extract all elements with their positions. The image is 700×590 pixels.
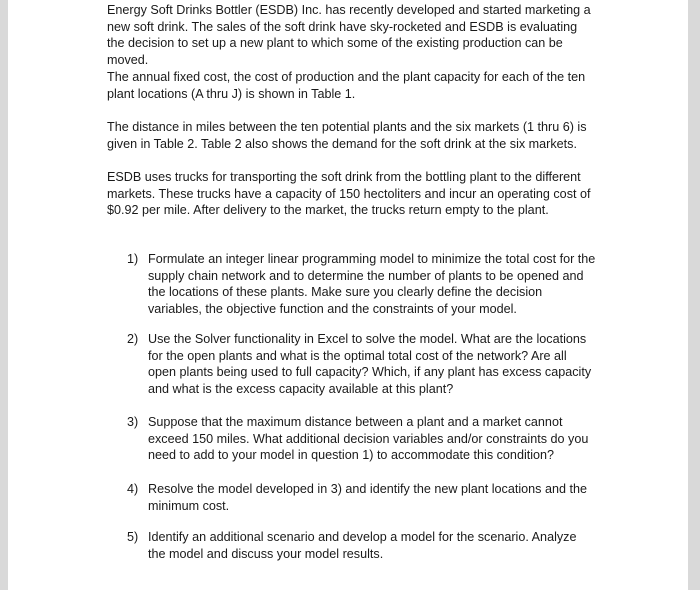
question-item <box>127 529 597 562</box>
question-number: 3) <box>127 415 139 429</box>
question-text: Formulate an integer linear programming model to minimize the total cost for the supply chain network and to determine the number of plants to be opened and the locations of these plants. Make sure you clearly define the decision variables, the objective function and the constraints of your model. <box>148 252 596 316</box>
question-number: 5) <box>127 530 139 544</box>
question-item <box>127 331 597 397</box>
question-item <box>127 481 597 514</box>
question-text: Use the Solver functionality in Excel to solve the model. What are the locations for the open plants and what is the optimal total cost of the network? Are all open plants being used to full capacity? Which, if any plant has excess capacity and what is the excess capacity available at this plant? <box>148 332 592 396</box>
trucks-paragraph: ESDB uses trucks for transporting the soft drink from the bottling plant to the different markets. These trucks have a capacity of 150 hectoliters and incur an operating cost of $0.92 per mile. After delivery to the market, the trucks return empty to the plant. <box>107 170 591 218</box>
document-page <box>8 0 688 590</box>
question-item <box>127 251 597 317</box>
table2-paragraph: The distance in miles between the ten potential plants and the six markets (1 thru 6) is given in Table 2. Table 2 also shows the demand for the soft drink at the six markets. <box>107 120 587 151</box>
question-text: Resolve the model developed in 3) and identify the new plant locations and the minimum cost. <box>148 482 587 513</box>
question-number: 4) <box>127 482 139 496</box>
question-item <box>127 414 597 464</box>
intro-paragraph: Energy Soft Drinks Bottler (ESDB) Inc. has recently developed and started marketing a new soft drink. The sales of the soft drink have sky-rocketed and ESDB is evaluating the decision to set up a new plant to which some of the existing production can be moved. <box>107 3 591 67</box>
question-number: 1) <box>127 252 139 266</box>
question-text: Identify an additional scenario and develop a model for the scenario. Analyze the model and discuss your model results. <box>148 530 577 561</box>
table1-paragraph: The annual fixed cost, the cost of production and the plant capacity for each of the ten plant locations (A thru J) is shown in Table 1. <box>107 70 586 101</box>
question-number: 2) <box>127 332 139 346</box>
question-text: Suppose that the maximum distance between a plant and a market cannot exceed 150 miles. What additional decision variables and/or constraints do you need to add to your model in question 1) to accommodate this condition? <box>148 415 589 463</box>
